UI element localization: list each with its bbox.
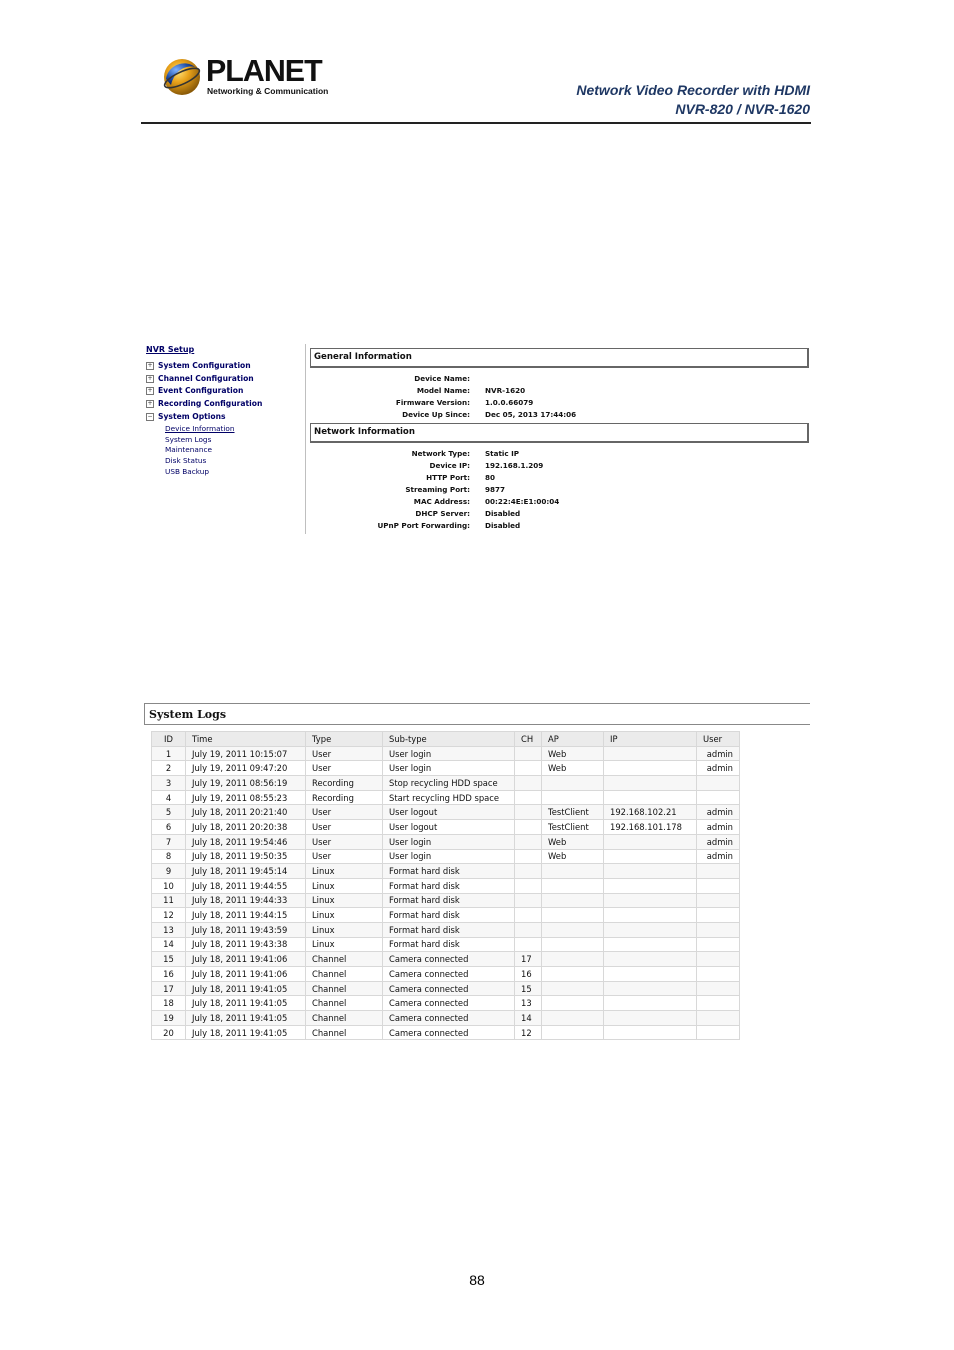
system-logs-table [151,731,740,1040]
cell-ip [604,878,697,893]
cell-ap: Web [542,849,604,864]
table-row [152,1025,740,1040]
info-row: UPnP Port Forwarding: Disabled [377,521,521,530]
cell-subtype: User login [383,746,515,761]
nav-item-system-configuration[interactable]: + System Configuration [147,361,251,370]
cell-id: 17 [152,981,186,996]
table-row [152,981,740,996]
column-header-subtype: Sub-type [383,732,515,747]
cell-ip [604,981,697,996]
cell-time: July 18, 2011 20:21:40 [186,805,306,820]
panel-divider [305,344,306,534]
cell-ap [542,1011,604,1026]
cell-subtype: Camera connected [383,996,515,1011]
cell-ap [542,1025,604,1040]
cell-type: Linux [306,864,383,879]
cell-ip [604,922,697,937]
cell-type: User [306,805,383,820]
cell-ch [515,849,542,864]
cell-id: 18 [152,996,186,1011]
table-row [152,805,740,820]
cell-ap [542,981,604,996]
table-row [152,834,740,849]
cell-time: July 18, 2011 19:50:35 [186,849,306,864]
cell-time: July 18, 2011 19:41:05 [186,1025,306,1040]
column-header-ip: IP [604,732,697,747]
cell-id: 5 [152,805,186,820]
table-row [152,776,740,791]
cell-user [697,893,740,908]
table-header-row [152,732,740,747]
cell-time: July 18, 2011 19:41:05 [186,981,306,996]
cell-user [697,981,740,996]
cell-ch [515,776,542,791]
cell-user [697,878,740,893]
info-row: MAC Address: 00:22:4E:E1:00:04 [413,497,560,506]
cell-time: July 18, 2011 19:54:46 [186,834,306,849]
cell-id: 16 [152,967,186,982]
cell-type: Linux [306,878,383,893]
cell-ch: 15 [515,981,542,996]
nav-subtree-system-options [165,424,235,477]
cell-id: 6 [152,820,186,835]
cell-user: admin [697,820,740,835]
cell-ip [604,937,697,952]
cell-user [697,1011,740,1026]
cell-subtype: Start recycling HDD space [383,790,515,805]
cell-ap [542,893,604,908]
cell-ip: 192.168.102.21 [604,805,697,820]
cell-ip [604,761,697,776]
cell-ap [542,996,604,1011]
cell-ip: 192.168.101.178 [604,820,697,835]
cell-time: July 18, 2011 19:45:14 [186,864,306,879]
cell-ip [604,967,697,982]
cell-subtype: Format hard disk [383,908,515,923]
table-row [152,908,740,923]
column-header-user: User [697,732,740,747]
cell-ch [515,761,542,776]
cell-user [697,790,740,805]
general-information-list [310,374,800,422]
cell-user [697,922,740,937]
cell-user [697,1025,740,1040]
cell-time: July 18, 2011 19:44:55 [186,878,306,893]
cell-time: July 18, 2011 19:43:38 [186,937,306,952]
cell-time: July 18, 2011 19:41:06 [186,952,306,967]
cell-ip [604,790,697,805]
cell-id: 7 [152,834,186,849]
info-row: DHCP Server: Disabled [415,509,521,518]
nav-sub-system-logs[interactable]: System Logs [165,434,212,444]
info-row: Firmware Version: 1.0.0.66079 [395,398,534,407]
plus-box-icon[interactable]: + [147,374,153,382]
cell-ip [604,834,697,849]
cell-ap [542,864,604,879]
cell-subtype: Format hard disk [383,922,515,937]
cell-ch [515,820,542,835]
cell-user: admin [697,746,740,761]
table-row [152,746,740,761]
cell-type: Channel [306,996,383,1011]
cell-id: 4 [152,790,186,805]
cell-user: admin [697,805,740,820]
cell-ch: 16 [515,967,542,982]
cell-ch: 14 [515,1011,542,1026]
cell-subtype: User logout [383,805,515,820]
cell-time: July 18, 2011 19:44:33 [186,893,306,908]
globe-logo-icon [161,55,203,97]
cell-ch: 13 [515,996,542,1011]
cell-user [697,967,740,982]
cell-subtype: User logout [383,820,515,835]
table-row [152,937,740,952]
cell-subtype: Camera connected [383,952,515,967]
cell-subtype: Format hard disk [383,864,515,879]
cell-ch: 17 [515,952,542,967]
cell-time: July 18, 2011 19:41:05 [186,996,306,1011]
network-information-list [310,449,800,533]
cell-user [697,952,740,967]
info-row: Model Name: NVR-1620 [416,386,526,395]
info-row: Device Up Since: Dec 05, 2013 17:44:06 [402,410,577,419]
page-number: 88 [469,1272,485,1288]
column-header-type: Type [306,732,383,747]
cell-time: July 19, 2011 10:15:07 [186,746,306,761]
column-header-ap: AP [542,732,604,747]
cell-subtype: User login [383,849,515,864]
cell-type: Linux [306,908,383,923]
cell-user: admin [697,849,740,864]
cell-ch [515,893,542,908]
device-information-screenshot [142,342,810,534]
nav-sub-disk-status[interactable]: Disk Status [165,456,207,466]
plus-box-icon[interactable]: + [147,362,153,369]
table-row [152,952,740,967]
cell-id: 2 [152,761,186,776]
cell-id: 15 [152,952,186,967]
table-row [152,864,740,879]
cell-subtype: Camera connected [383,1025,515,1040]
cell-ap [542,908,604,923]
cell-type: Channel [306,981,383,996]
cell-user [697,937,740,952]
cell-time: July 18, 2011 20:20:38 [186,820,306,835]
cell-id: 3 [152,776,186,791]
nav-tree [146,361,262,424]
info-row: Device IP: 192.168.1.209 [429,461,544,470]
cell-user: admin [697,761,740,776]
cell-id: 11 [152,893,186,908]
cell-ap [542,922,604,937]
cell-ap [542,776,604,791]
table-row [152,790,740,805]
document-model: NVR-820 / NVR-1620 [675,101,810,117]
cell-id: 20 [152,1025,186,1040]
table-body [152,746,740,1040]
cell-type: Recording [306,776,383,791]
cell-ch [515,864,542,879]
cell-ch [515,922,542,937]
system-logs-screenshot [144,703,810,1038]
cell-ch: 12 [515,1025,542,1040]
logo-wordmark: PLANET [206,53,322,88]
cell-type: Channel [306,952,383,967]
cell-type: Linux [306,922,383,937]
logo-tagline: Networking & Communication [207,86,329,96]
plus-box-icon[interactable]: + [147,400,153,408]
table-row [152,893,740,908]
minus-box-icon[interactable]: − [147,412,153,420]
cell-id: 1 [152,746,186,761]
cell-ch [515,908,542,923]
cell-ap [542,878,604,893]
cell-type: Channel [306,1025,383,1040]
cell-ip [604,746,697,761]
cell-type: User [306,820,383,835]
column-header-ch: CH [515,732,542,747]
general-information-header: General Information [310,348,809,368]
cell-ap [542,790,604,805]
cell-time: July 18, 2011 19:41:06 [186,967,306,982]
info-row: Device Name: [414,374,470,383]
column-header-time: Time [186,732,306,747]
cell-id: 9 [152,864,186,879]
cell-ch [515,937,542,952]
nav-item-recording-configuration[interactable]: + Recording Configuration [147,399,263,409]
cell-ap [542,952,604,967]
cell-user: admin [697,834,740,849]
cell-type: Linux [306,937,383,952]
cell-type: Recording [306,790,383,805]
cell-subtype: User login [383,761,515,776]
table-row [152,967,740,982]
nav-sub-device-information[interactable]: Device Information [165,424,235,433]
cell-type: Linux [306,893,383,908]
cell-ap: Web [542,761,604,776]
cell-user [697,908,740,923]
cell-subtype: Camera connected [383,967,515,982]
info-row: HTTP Port: 80 [426,473,496,482]
cell-ip [604,893,697,908]
cell-type: Channel [306,1011,383,1026]
network-information-header: Network Information [310,423,809,443]
cell-time: July 18, 2011 19:43:59 [186,922,306,937]
cell-id: 12 [152,908,186,923]
cell-subtype: Stop recycling HDD space [383,776,515,791]
cell-ap [542,937,604,952]
cell-time: July 18, 2011 19:41:05 [186,1011,306,1026]
cell-user [697,864,740,879]
nav-item-channel-configuration[interactable]: + Channel Configuration [147,373,254,383]
plus-box-icon[interactable]: + [147,387,153,395]
cell-ip [604,908,697,923]
cell-id: 19 [152,1011,186,1026]
planet-logo [161,53,329,99]
cell-ip [604,996,697,1011]
cell-subtype: Camera connected [383,1011,515,1026]
cell-ap: Web [542,834,604,849]
cell-ip [604,1011,697,1026]
cell-ch [515,834,542,849]
cell-ap: Web [542,746,604,761]
cell-type: User [306,761,383,776]
cell-subtype: Camera connected [383,981,515,996]
cell-ap [542,967,604,982]
nav-sub-maintenance[interactable]: Maintenance [165,445,212,455]
cell-ap: TestClient [542,820,604,835]
cell-time: July 19, 2011 08:56:19 [186,776,306,791]
cell-time: July 18, 2011 19:44:15 [186,908,306,923]
column-header-id: ID [152,732,186,747]
cell-ip [604,952,697,967]
table-row [152,878,740,893]
cell-ap: TestClient [542,805,604,820]
nav-item-event-configuration[interactable]: + Event Configuration [147,386,244,396]
cell-id: 14 [152,937,186,952]
table-row [152,922,740,937]
nav-title-nvr-setup[interactable]: NVR Setup [146,345,195,354]
cell-id: 10 [152,878,186,893]
cell-ch [515,790,542,805]
cell-subtype: Format hard disk [383,893,515,908]
cell-type: User [306,746,383,761]
nav-sub-usb-backup[interactable]: USB Backup [165,466,210,476]
document-title: Network Video Recorder with HDMI [576,82,810,98]
cell-time: July 19, 2011 09:47:20 [186,761,306,776]
system-logs-title: System Logs [144,703,810,725]
info-row: Network Type: Static IP [411,449,520,458]
table-row [152,849,740,864]
cell-ip [604,1025,697,1040]
table-row [152,820,740,835]
cell-ip [604,849,697,864]
table-row [152,761,740,776]
header-divider [141,122,811,124]
cell-ch [515,878,542,893]
table-row [152,1011,740,1026]
cell-ch [515,805,542,820]
cell-type: Channel [306,967,383,982]
cell-ip [604,864,697,879]
cell-type: User [306,834,383,849]
cell-subtype: Format hard disk [383,937,515,952]
nav-item-system-options[interactable]: − System Options [147,411,226,421]
cell-subtype: User login [383,834,515,849]
cell-ch [515,746,542,761]
cell-ip [604,776,697,791]
cell-type: User [306,849,383,864]
cell-id: 8 [152,849,186,864]
table-row [152,996,740,1011]
cell-user [697,996,740,1011]
cell-subtype: Format hard disk [383,878,515,893]
cell-time: July 19, 2011 08:55:23 [186,790,306,805]
cell-user [697,776,740,791]
cell-id: 13 [152,922,186,937]
info-row: Streaming Port: 9877 [405,485,506,494]
